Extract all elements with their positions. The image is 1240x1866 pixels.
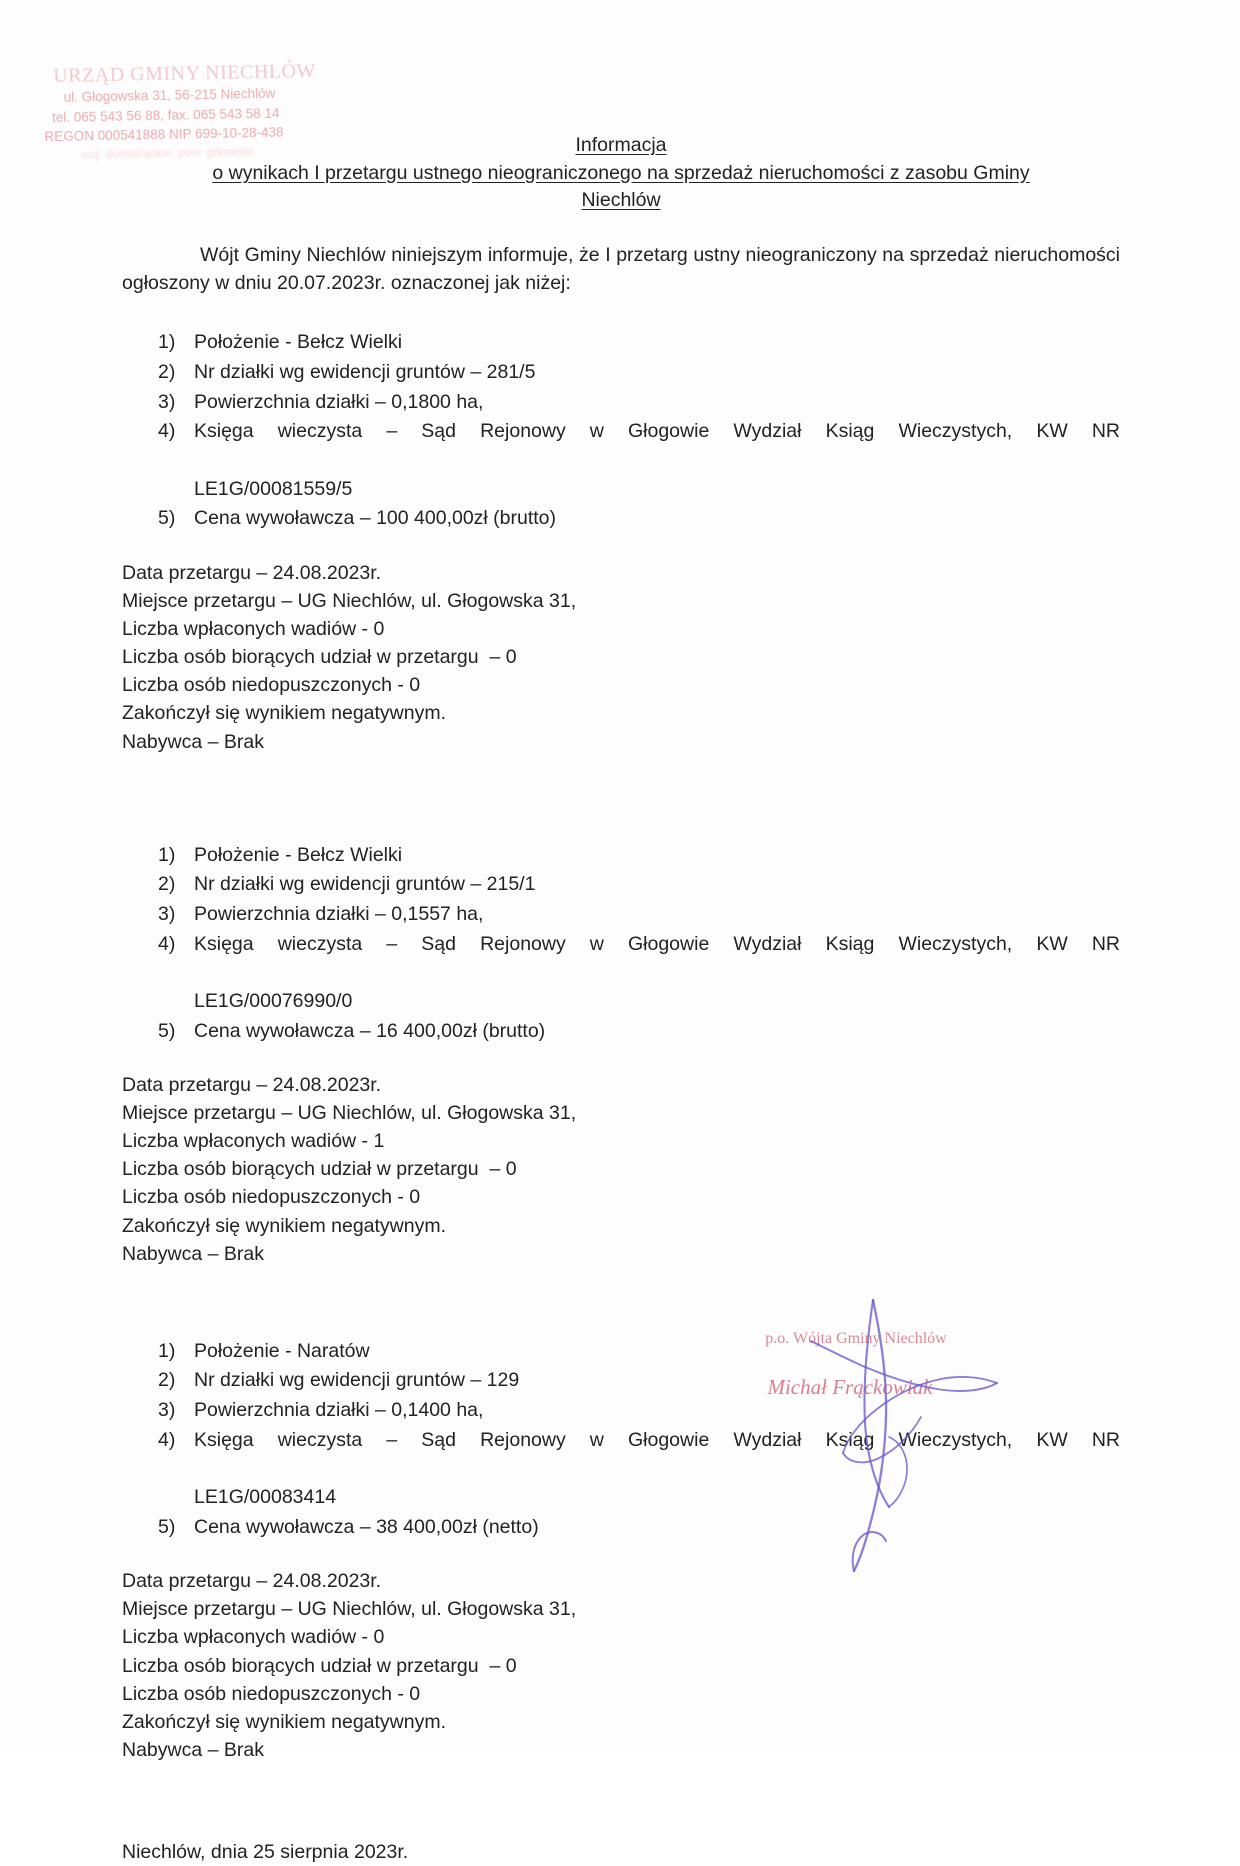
- title-line-3: Niechlów: [581, 189, 661, 212]
- signature-block: [700, 1255, 1120, 1585]
- list-item: [122, 417, 1120, 503]
- handwritten-signature-icon: [755, 1245, 1085, 1575]
- list-text: Położenie - Bełcz Wielki: [194, 331, 403, 354]
- list-number: 1): [158, 843, 176, 866]
- buyer: Nabywca – Brak: [122, 1242, 264, 1265]
- stamp-contact: tel. 065 543 56 88, fax. 065 543 58 14: [51, 105, 280, 125]
- list-text: Nr działki wg ewidencji gruntów – 129: [194, 1369, 520, 1392]
- participants-count: Liczba osób biorących udział w przetargu – 0: [122, 1654, 517, 1677]
- auction-result: Zakończył się wynikiem negatywnym: [122, 702, 441, 725]
- list-text: Księga wieczysta – Sąd Rejonowy w Głogowie Wydział Ksiąg Wieczystych, KW NR: [194, 420, 1120, 443]
- auction-result: Zakończył się wynikiem negatywnym: [122, 1214, 441, 1237]
- list-number: 5): [158, 1515, 176, 1538]
- list-number: 3): [158, 390, 176, 413]
- list-number: 4): [158, 932, 176, 955]
- list-text: Powierzchnia działki – 0,1400 ha,: [194, 1399, 484, 1422]
- list-item: [122, 930, 1120, 1016]
- stamp-ids: REGON 000541888 NIP 699-10-28-438: [44, 124, 284, 145]
- title-line-2: o wynikach I przetargu ustnego nieograniczonego na sprzedaż nieruchomości z zasobu Gminy: [212, 161, 1030, 184]
- auction-result-period: .: [440, 702, 447, 725]
- buyer: Nabywca – Brak: [122, 730, 264, 753]
- list-item: [122, 841, 1120, 870]
- stamp-address: ul. Głogowska 31, 56-215 Niechlów: [63, 85, 276, 105]
- list-number: 2): [158, 873, 176, 896]
- participants-count: Liczba osób biorących udział w przetargu – 0: [122, 1158, 517, 1181]
- auction-place: Miejsce przetargu – UG Niechlów, ul. Głogowska 31,: [122, 1598, 577, 1621]
- list-number: 5): [158, 1019, 176, 1042]
- deposits-count: Liczba wpłaconych wadiów - 0: [122, 618, 385, 641]
- list-text: Nr działki wg ewidencji gruntów – 215/1: [194, 873, 536, 896]
- lot-list-1: [122, 328, 1120, 533]
- list-number: 2): [158, 1369, 176, 1392]
- list-number: 1): [158, 1339, 176, 1362]
- stamp-extra: woj. dolnośląskie, pow. górowski: [80, 143, 254, 162]
- list-text: Powierzchnia działki – 0,1557 ha,: [194, 902, 484, 925]
- auction-result: Zakończył się wynikiem negatywnym: [122, 1710, 441, 1733]
- auction-result-period: .: [440, 1710, 447, 1733]
- title-line-1: Informacja: [575, 134, 667, 156]
- auction-place: Miejsce przetargu – UG Niechlów, ul. Głogowska 31,: [122, 1102, 577, 1125]
- page-title: [122, 132, 1120, 215]
- stamp-organization: URZĄD GMINY NIECHLÓW: [53, 59, 317, 87]
- auction-details-3: [122, 1567, 1120, 1764]
- rejected-count: Liczba osób niedopuszczonych - 0: [122, 1186, 421, 1209]
- list-text: Cena wywoławcza – 100 400,00zł (brutto): [194, 507, 557, 530]
- rejected-count: Liczba osób niedopuszczonych - 0: [122, 1682, 421, 1705]
- place-and-date: Niechlów, dnia 25 sierpnia 2023r.: [122, 1840, 409, 1863]
- intro-paragraph: Wójt Gminy Niechlów niniejszym informuje, że I przetarg ustny nieograniczony na sprzedaż nieruchomości ogłoszony w dniu 20.07.2023r. oznaczonej jak niżej:: [122, 244, 1120, 294]
- auction-result-period: .: [440, 1214, 447, 1237]
- lot-list-2: [122, 841, 1120, 1046]
- participants-count: Liczba osób biorących udział w przetargu – 0: [122, 646, 517, 669]
- list-text: Położenie - Bełcz Wielki: [194, 843, 403, 866]
- rejected-count: Liczba osób niedopuszczonych - 0: [122, 674, 421, 697]
- list-item: [122, 870, 1120, 899]
- list-item: [122, 358, 1120, 387]
- auction-date: Data przetargu – 24.08.2023r.: [122, 1074, 382, 1097]
- list-item: [122, 900, 1120, 929]
- block-spacer: [122, 756, 1120, 810]
- list-number: 4): [158, 1428, 176, 1451]
- list-item: [122, 328, 1120, 357]
- buyer: Nabywca – Brak: [122, 1738, 264, 1761]
- list-item: [122, 388, 1120, 417]
- list-number: 3): [158, 1399, 176, 1422]
- auction-details-2: [122, 1071, 1120, 1268]
- list-text-continued: LE1G/00076990/0: [194, 989, 353, 1012]
- auction-place: Miejsce przetargu – UG Niechlów, ul. Głogowska 31,: [122, 590, 577, 613]
- auction-date: Data przetargu – 24.08.2023r.: [122, 1570, 382, 1593]
- list-text-continued: LE1G/00081559/5: [194, 477, 353, 500]
- list-number: 2): [158, 361, 176, 384]
- list-text: Położenie - Naratów: [194, 1339, 370, 1362]
- list-text: Cena wywoławcza – 38 400,00zł (netto): [194, 1515, 539, 1538]
- list-number: 5): [158, 507, 176, 530]
- auction-details-1: [122, 559, 1120, 756]
- auction-date: Data przetargu – 24.08.2023r.: [122, 562, 382, 585]
- list-number: 4): [158, 420, 176, 443]
- list-text: Nr działki wg ewidencji gruntów – 281/5: [194, 361, 536, 384]
- list-number: 1): [158, 331, 176, 354]
- signature-name: Michał Frąckowiak: [767, 1375, 933, 1399]
- list-item: [122, 1017, 1120, 1046]
- list-number: 3): [158, 902, 176, 925]
- deposits-count: Liczba wpłaconych wadiów - 0: [122, 1626, 385, 1649]
- list-text: Księga wieczysta – Sąd Rejonowy w Głogowie Wydział Ksiąg Wieczystych, KW NR: [194, 932, 1120, 955]
- list-text-continued: LE1G/00083414: [194, 1486, 337, 1508]
- deposits-count: Liczba wpłaconych wadiów - 1: [122, 1130, 385, 1153]
- list-text: Cena wywoławcza – 16 400,00zł (brutto): [194, 1019, 546, 1042]
- list-text: Księga wieczysta – Sąd Rejonowy w Głogowie Wydział Ksiąg Wieczystych, KW NR: [194, 1428, 1120, 1451]
- signature-caption: p.o. Wójta Gminy Niechlów: [765, 1330, 947, 1347]
- list-item: [122, 504, 1120, 533]
- list-text: Powierzchnia działki – 0,1800 ha,: [194, 390, 484, 413]
